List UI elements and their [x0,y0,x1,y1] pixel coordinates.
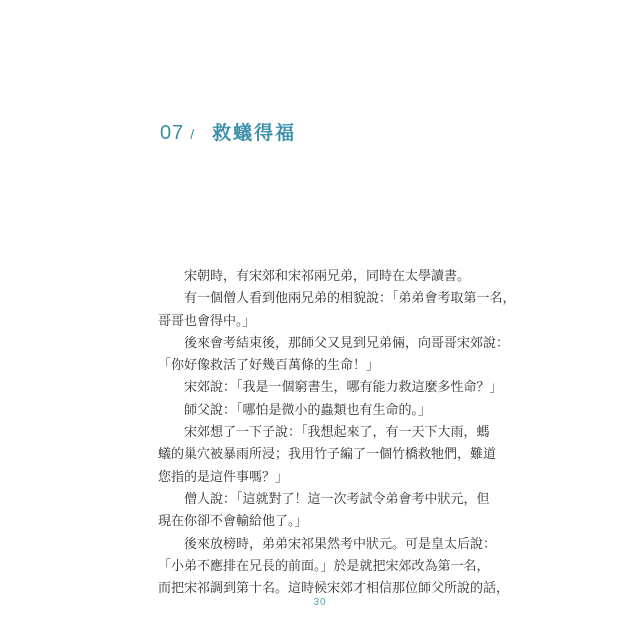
text-line: 您指的是這件事嗎？」 [158,469,289,485]
text-line: 有一個僧人看到他兩兄弟的相貌說：「弟弟會考取第一名， [158,291,516,307]
chapter-number: 07 [160,122,185,144]
text-line: 哥哥也會得中。」 [158,313,256,329]
text-line: 蟻的巢穴被暴雨所浸；我用竹子編了一個竹橋救牠們，難道 [158,447,497,463]
chapter-header [160,118,296,145]
text-line: 師父說：「哪怕是微小的蟲類也有生命的。」 [158,402,432,418]
text-line: 後來會考結束後，那師父又見到兄弟倆，向哥哥宋郊說： [158,335,510,351]
text-line: 僧人說：「這就對了！這一次考試令弟會考中狀元，但 [158,491,490,507]
story-body [158,266,516,600]
text-line: 後來放榜時，弟弟宋祁果然考中狀元。可是皇太后說： [158,536,497,552]
text-line: 宋郊想了一下子說：「我想起來了，有一天下大雨，螞 [158,425,490,441]
text-line: 「小弟不應排在兄長的前面。」於是就把宋郊改為第一名， [158,558,490,574]
chapter-slash: / [190,126,195,142]
page-number: 30 [313,597,327,608]
chapter-title: 救蟻得福 [212,122,297,144]
text-line: 宋郊說：「我是一個窮書生，哪有能力救這麼多性命？」 [158,380,503,396]
text-line: 現在你卻不會輸給他了。」 [158,514,308,530]
text-line: 而把宋祁調到第十名。這時候宋郊才相信那位師父所說的話， [158,581,510,597]
text-line: 「你好像救活了好幾百萬條的生命！」 [158,358,380,374]
text-line: 宋朝時，有宋郊和宋祁兩兄弟，同時在太學讀書。 [158,269,471,284]
